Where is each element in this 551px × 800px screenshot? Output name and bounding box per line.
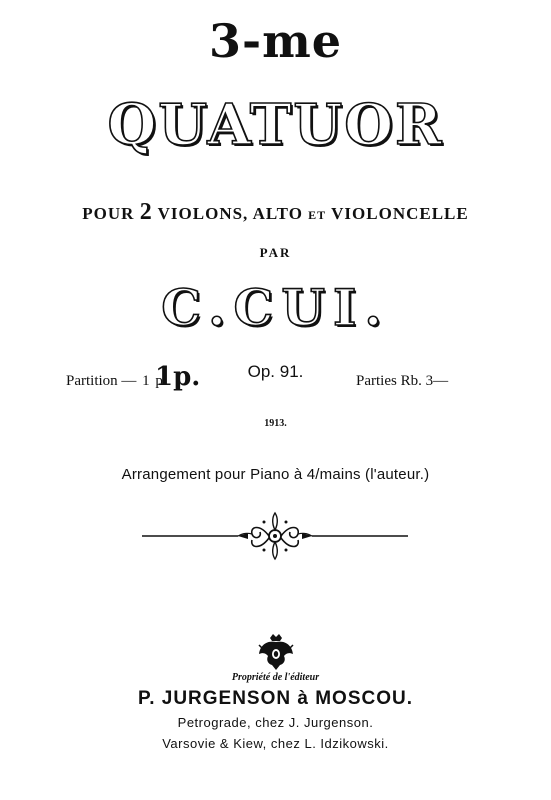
partition-label: Partition [66,373,118,389]
parties-price [356,373,448,390]
by-label: PAR [259,245,292,260]
publisher-note: Propriété de l'éditeur [231,672,320,683]
publication-year: 1913. [264,418,287,429]
title: QUATUOR [107,92,444,158]
ornament-divider-icon [140,508,410,564]
scoring-line [0,199,551,226]
opus-number: Op. 91. [247,362,304,381]
scoring-conjunction: ET [308,208,327,222]
scoring-part1: POUR [82,204,135,223]
publisher-address-warsaw-kiev: Varsovie & Kiew, chez L. Idzikowski. [162,736,389,751]
partition-printed-price: — 1 р. [121,373,169,389]
publisher-name: P. JURGENSON à MOSCOU. [137,688,414,709]
parties-label: Parties [356,373,397,389]
scoring-part3: VIOLONCELLE [331,204,469,223]
scoring-part2: VIOLONS, ALTO [157,204,303,223]
composer-name: C.CUI. [161,278,390,337]
heading-number: 3-me [208,14,343,68]
scoring-number: 2 [139,199,153,225]
partition-stamped-price: 1p. [155,362,201,392]
parties-price-value: Rb. 3— [400,373,449,389]
publisher-address-petrograd: Petrograde, chez J. Jurgenson. [177,715,374,730]
arrangement-note: Arrangement pour Piano à 4/mains (l'auteur.) [121,466,430,483]
imperial-eagle-icon [256,632,296,672]
